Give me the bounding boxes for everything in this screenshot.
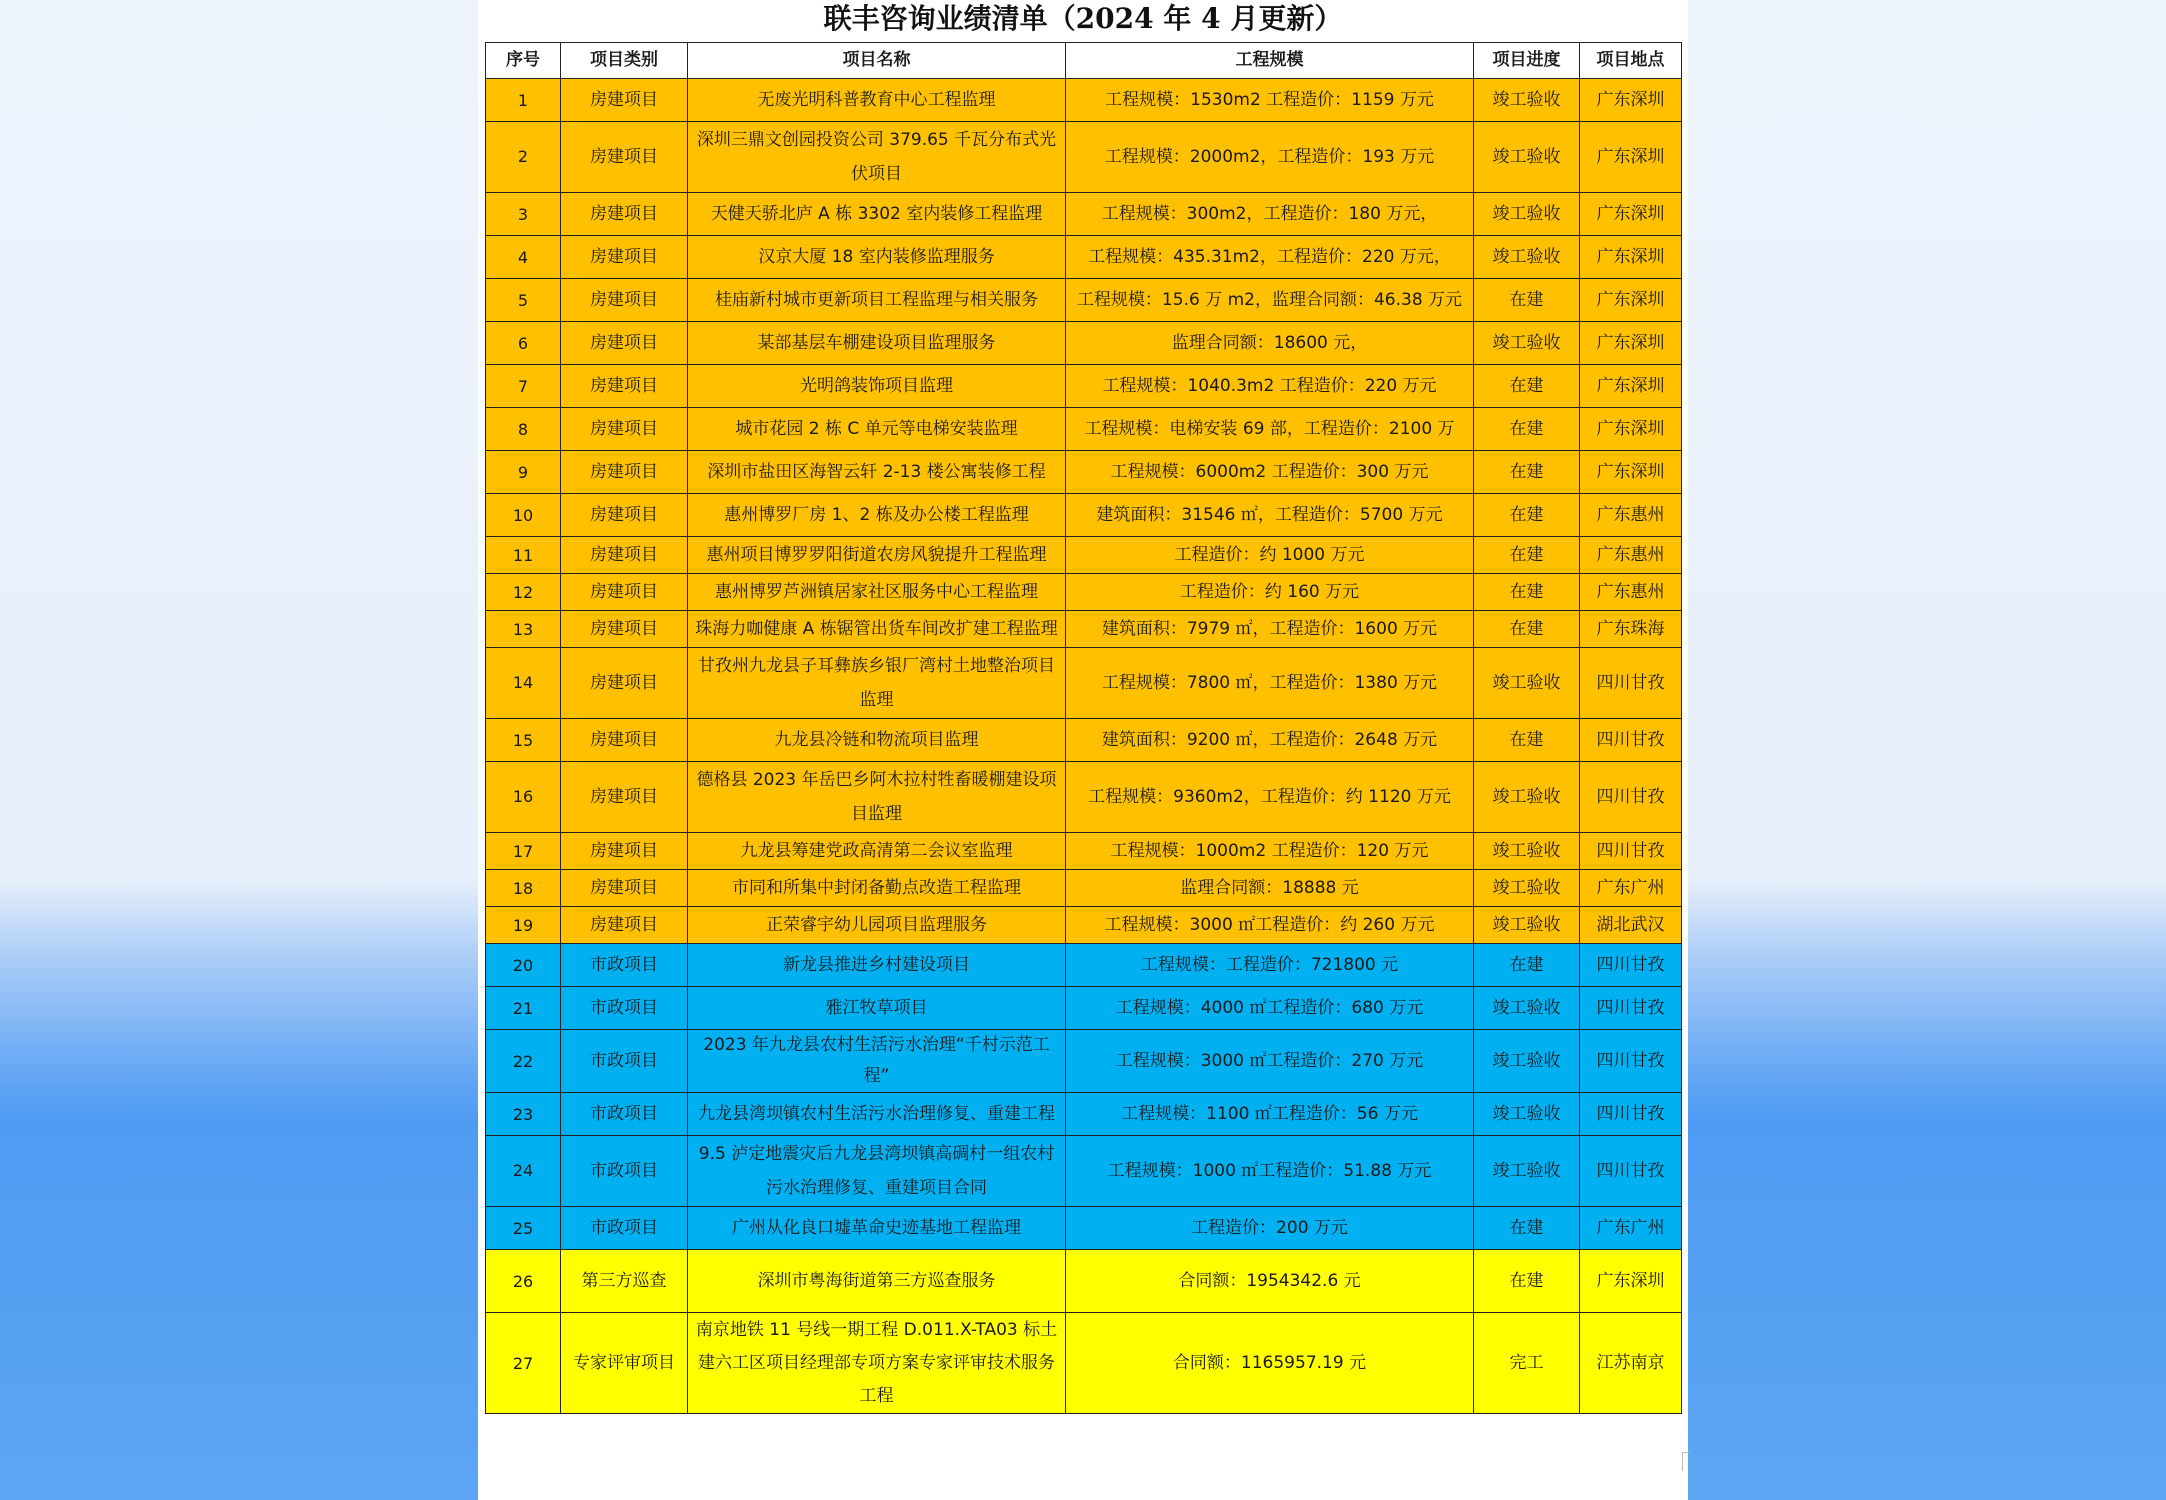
table-row: [486, 1030, 1682, 1093]
table-row: [486, 1250, 1682, 1313]
cell-index: 23: [486, 1093, 561, 1136]
cell-progress: 在建: [1474, 1207, 1580, 1250]
cell-project-name: 9.5 泸定地震灾后九龙县湾坝镇高碉村一组农村污水治理修复、重建项目合同: [688, 1136, 1066, 1207]
cell-project-name: 汉京大厦 18 室内装修监理服务: [688, 236, 1066, 279]
table-row: [486, 1136, 1682, 1207]
cell-scale: 监理合同额：18600 元，: [1066, 322, 1474, 365]
table-row: [486, 944, 1682, 987]
cell-progress: 在建: [1474, 574, 1580, 611]
cell-progress: 竣工验收: [1474, 907, 1580, 944]
header-progress: 项目进度: [1474, 43, 1580, 79]
cell-location: 广东珠海: [1580, 611, 1682, 648]
cell-project-name: 雅江牧草项目: [688, 987, 1066, 1030]
table-row: [486, 1207, 1682, 1250]
cell-scale: 工程规模：1000m2 工程造价：120 万元: [1066, 833, 1474, 870]
cell-location: 广东惠州: [1580, 537, 1682, 574]
cell-location: 四川甘孜: [1580, 1136, 1682, 1207]
cell-progress: 竣工验收: [1474, 79, 1580, 122]
cell-category: 房建项目: [561, 193, 688, 236]
cell-index: 2: [486, 122, 561, 193]
cell-project-name: 九龙县冷链和物流项目监理: [688, 719, 1066, 762]
cell-category: 市政项目: [561, 1030, 688, 1093]
cell-category: 市政项目: [561, 1207, 688, 1250]
cell-category: 房建项目: [561, 762, 688, 833]
cell-progress: 竣工验收: [1474, 870, 1580, 907]
cell-scale: 工程造价：约 1000 万元: [1066, 537, 1474, 574]
cell-scale: 工程规模：7800 ㎡，工程造价：1380 万元: [1066, 648, 1474, 719]
cell-progress: 在建: [1474, 944, 1580, 987]
table-row: [486, 451, 1682, 494]
cell-progress: 在建: [1474, 1250, 1580, 1313]
cell-index: 9: [486, 451, 561, 494]
cell-category: 房建项目: [561, 122, 688, 193]
cell-progress: 竣工验收: [1474, 322, 1580, 365]
table-row: [486, 408, 1682, 451]
table-row: [486, 365, 1682, 408]
cell-location: 广东深圳: [1580, 193, 1682, 236]
cell-scale: 工程规模：15.6 万 m2，监理合同额：46.38 万元: [1066, 279, 1474, 322]
cell-index: 24: [486, 1136, 561, 1207]
table-row: [486, 987, 1682, 1030]
header-scale: 工程规模: [1066, 43, 1474, 79]
cell-category: 房建项目: [561, 79, 688, 122]
header-category: 项目类别: [561, 43, 688, 79]
document-page: [478, 0, 1688, 1500]
table-header-row: [486, 43, 1682, 79]
table-row: [486, 322, 1682, 365]
cell-project-name: 南京地铁 11 号线一期工程 D.011.X-TA03 标土建六工区项目经理部专项方案专家评审技术服务工程: [688, 1313, 1066, 1414]
cell-location: 四川甘孜: [1580, 719, 1682, 762]
cell-index: 12: [486, 574, 561, 611]
cell-progress: 竣工验收: [1474, 1030, 1580, 1093]
cell-project-name: 惠州博罗厂房 1、2 栋及办公楼工程监理: [688, 494, 1066, 537]
cell-location: 四川甘孜: [1580, 1093, 1682, 1136]
cell-scale: 工程规模：1040.3m2 工程造价：220 万元: [1066, 365, 1474, 408]
cell-project-name: 珠海力咖健康 A 栋锯管出货车间改扩建工程监理: [688, 611, 1066, 648]
table-row: [486, 648, 1682, 719]
cell-index: 25: [486, 1207, 561, 1250]
cell-index: 16: [486, 762, 561, 833]
cell-project-name: 深圳三鼎文创园投资公司 379.65 千瓦分布式光伏项目: [688, 122, 1066, 193]
cell-scale: 工程规模：2000m2，工程造价：193 万元: [1066, 122, 1474, 193]
cell-location: 广东惠州: [1580, 494, 1682, 537]
cell-project-name: 正荣睿宇幼儿园项目监理服务: [688, 907, 1066, 944]
cell-location: 湖北武汉: [1580, 907, 1682, 944]
cell-index: 17: [486, 833, 561, 870]
cell-progress: 在建: [1474, 365, 1580, 408]
cell-project-name: 无废光明科普教育中心工程监理: [688, 79, 1066, 122]
cell-progress: 竣工验收: [1474, 833, 1580, 870]
cell-location: 四川甘孜: [1580, 648, 1682, 719]
cell-index: 7: [486, 365, 561, 408]
table-row: [486, 494, 1682, 537]
cell-project-name: 2023 年九龙县农村生活污水治理“千村示范工程”: [688, 1030, 1066, 1093]
cell-index: 6: [486, 322, 561, 365]
cell-project-name: 城市花园 2 栋 C 单元等电梯安装监理: [688, 408, 1066, 451]
table-row: [486, 870, 1682, 907]
cell-progress: 在建: [1474, 494, 1580, 537]
cell-scale: 工程规模：3000 ㎡工程造价：约 260 万元: [1066, 907, 1474, 944]
cell-index: 27: [486, 1313, 561, 1414]
cell-scale: 建筑面积：7979 ㎡，工程造价：1600 万元: [1066, 611, 1474, 648]
cell-project-name: 九龙县湾坝镇农村生活污水治理修复、重建工程: [688, 1093, 1066, 1136]
cell-index: 19: [486, 907, 561, 944]
cell-location: 广东广州: [1580, 870, 1682, 907]
cell-progress: 在建: [1474, 451, 1580, 494]
table-row: [486, 122, 1682, 193]
header-location: 项目地点: [1580, 43, 1682, 79]
cell-scale: 工程规模：9360m2，工程造价：约 1120 万元: [1066, 762, 1474, 833]
page-title: 联丰咨询业绩清单（2024 年 4 月更新）: [823, 2, 1343, 35]
cell-progress: 竣工验收: [1474, 193, 1580, 236]
cell-scale: 合同额：1954342.6 元: [1066, 1250, 1474, 1313]
cell-category: 房建项目: [561, 870, 688, 907]
cell-project-name: 某部基层车棚建设项目监理服务: [688, 322, 1066, 365]
cell-index: 18: [486, 870, 561, 907]
table-row: [486, 537, 1682, 574]
cell-category: 房建项目: [561, 322, 688, 365]
cell-index: 13: [486, 611, 561, 648]
cell-scale: 工程规模：6000m2 工程造价：300 万元: [1066, 451, 1474, 494]
cell-scale: 监理合同额：18888 元: [1066, 870, 1474, 907]
cell-project-name: 广州从化良口墟革命史迹基地工程监理: [688, 1207, 1066, 1250]
cell-location: 四川甘孜: [1580, 987, 1682, 1030]
cell-scale: 工程造价：200 万元: [1066, 1207, 1474, 1250]
cell-category: 房建项目: [561, 537, 688, 574]
cell-progress: 在建: [1474, 537, 1580, 574]
cell-scale: 工程造价：约 160 万元: [1066, 574, 1474, 611]
cell-category: 第三方巡查: [561, 1250, 688, 1313]
cell-scale: 工程规模：工程造价：721800 元: [1066, 944, 1474, 987]
header-project-name: 项目名称: [688, 43, 1066, 79]
cell-index: 22: [486, 1030, 561, 1093]
cell-location: 广东深圳: [1580, 236, 1682, 279]
cell-location: 广东广州: [1580, 1207, 1682, 1250]
table-row: [486, 762, 1682, 833]
table-row: [486, 833, 1682, 870]
cell-location: 四川甘孜: [1580, 944, 1682, 987]
header-index: 序号: [486, 43, 561, 79]
cell-progress: 竣工验收: [1474, 122, 1580, 193]
table-row: [486, 79, 1682, 122]
cell-index: 10: [486, 494, 561, 537]
table-row: [486, 1313, 1682, 1414]
cell-category: 房建项目: [561, 574, 688, 611]
cell-progress: 竣工验收: [1474, 762, 1580, 833]
cell-location: 广东深圳: [1580, 1250, 1682, 1313]
cell-project-name: 桂庙新村城市更新项目工程监理与相关服务: [688, 279, 1066, 322]
cell-category: 房建项目: [561, 648, 688, 719]
cell-project-name: 市同和所集中封闭备勤点改造工程监理: [688, 870, 1066, 907]
cell-scale: 工程规模：1530m2 工程造价：1159 万元: [1066, 79, 1474, 122]
cell-index: 20: [486, 944, 561, 987]
cell-location: 四川甘孜: [1580, 833, 1682, 870]
cell-index: 11: [486, 537, 561, 574]
cell-location: 广东深圳: [1580, 365, 1682, 408]
cell-category: 房建项目: [561, 451, 688, 494]
cell-location: 四川甘孜: [1580, 762, 1682, 833]
cell-index: 15: [486, 719, 561, 762]
cell-progress: 竣工验收: [1474, 1136, 1580, 1207]
cell-project-name: 新龙县推进乡村建设项目: [688, 944, 1066, 987]
cell-scale: 工程规模：1100 ㎡工程造价：56 万元: [1066, 1093, 1474, 1136]
cell-location: 江苏南京: [1580, 1313, 1682, 1414]
cell-scale: 工程规模：4000 ㎡工程造价：680 万元: [1066, 987, 1474, 1030]
cell-progress: 在建: [1474, 611, 1580, 648]
table-row: [486, 574, 1682, 611]
cell-index: 5: [486, 279, 561, 322]
cell-project-name: 惠州博罗芦洲镇居家社区服务中心工程监理: [688, 574, 1066, 611]
cell-scale: 工程规模：3000 ㎡工程造价：270 万元: [1066, 1030, 1474, 1093]
cell-category: 市政项目: [561, 1093, 688, 1136]
cell-category: 市政项目: [561, 944, 688, 987]
cell-project-name: 惠州项目博罗罗阳街道农房风貌提升工程监理: [688, 537, 1066, 574]
cell-project-name: 深圳市粤海街道第三方巡查服务: [688, 1250, 1066, 1313]
cell-scale: 工程规模：435.31m2，工程造价：220 万元，: [1066, 236, 1474, 279]
cell-progress: 竣工验收: [1474, 1093, 1580, 1136]
cell-category: 房建项目: [561, 365, 688, 408]
cell-category: 房建项目: [561, 236, 688, 279]
cell-index: 4: [486, 236, 561, 279]
cell-location: 广东惠州: [1580, 574, 1682, 611]
cell-category: 房建项目: [561, 907, 688, 944]
cell-scale: 合同额：1165957.19 元: [1066, 1313, 1474, 1414]
cell-index: 8: [486, 408, 561, 451]
cell-location: 广东深圳: [1580, 408, 1682, 451]
table-row: [486, 719, 1682, 762]
cell-scale: 工程规模：1000 ㎡工程造价：51.88 万元: [1066, 1136, 1474, 1207]
cell-index: 14: [486, 648, 561, 719]
table-row: [486, 1093, 1682, 1136]
cell-category: 市政项目: [561, 1136, 688, 1207]
cell-project-name: 深圳市盐田区海智云轩 2-13 楼公寓装修工程: [688, 451, 1066, 494]
cell-location: 广东深圳: [1580, 79, 1682, 122]
cell-project-name: 甘孜州九龙县子耳彝族乡银厂湾村土地整治项目监理: [688, 648, 1066, 719]
cell-category: 房建项目: [561, 494, 688, 537]
cell-category: 市政项目: [561, 987, 688, 1030]
cell-category: 房建项目: [561, 611, 688, 648]
cell-scale: 工程规模：电梯安装 69 部，工程造价：2100 万: [1066, 408, 1474, 451]
cell-scale: 建筑面积：9200 ㎡，工程造价：2648 万元: [1066, 719, 1474, 762]
cell-progress: 在建: [1474, 719, 1580, 762]
table-row: [486, 907, 1682, 944]
page-corner-mark: [1682, 1452, 1689, 1471]
cell-scale: 工程规模：300m2，工程造价：180 万元，: [1066, 193, 1474, 236]
cell-project-name: 九龙县筹建党政高清第二会议室监理: [688, 833, 1066, 870]
cell-index: 21: [486, 987, 561, 1030]
cell-progress: 完工: [1474, 1313, 1580, 1414]
cell-index: 3: [486, 193, 561, 236]
cell-location: 四川甘孜: [1580, 1030, 1682, 1093]
cell-category: 专家评审项目: [561, 1313, 688, 1414]
cell-category: 房建项目: [561, 408, 688, 451]
cell-location: 广东深圳: [1580, 279, 1682, 322]
cell-progress: 竣工验收: [1474, 648, 1580, 719]
cell-progress: 在建: [1474, 408, 1580, 451]
cell-category: 房建项目: [561, 279, 688, 322]
cell-progress: 在建: [1474, 279, 1580, 322]
table-row: [486, 611, 1682, 648]
cell-progress: 竣工验收: [1474, 236, 1580, 279]
cell-project-name: 德格县 2023 年岳巴乡阿木拉村牲畜暖棚建设项目监理: [688, 762, 1066, 833]
cell-category: 房建项目: [561, 719, 688, 762]
cell-location: 广东深圳: [1580, 322, 1682, 365]
table-row: [486, 236, 1682, 279]
cell-index: 1: [486, 79, 561, 122]
cell-location: 广东深圳: [1580, 122, 1682, 193]
cell-scale: 建筑面积：31546 ㎡，工程造价：5700 万元: [1066, 494, 1474, 537]
cell-project-name: 天健天骄北庐 A 栋 3302 室内装修工程监理: [688, 193, 1066, 236]
cell-progress: 竣工验收: [1474, 987, 1580, 1030]
cell-location: 广东深圳: [1580, 451, 1682, 494]
table-body: [486, 79, 1682, 1414]
performance-table: [485, 42, 1682, 1414]
cell-category: 房建项目: [561, 833, 688, 870]
table-row: [486, 193, 1682, 236]
cell-project-name: 光明鸽装饰项目监理: [688, 365, 1066, 408]
cell-index: 26: [486, 1250, 561, 1313]
table-row: [486, 279, 1682, 322]
